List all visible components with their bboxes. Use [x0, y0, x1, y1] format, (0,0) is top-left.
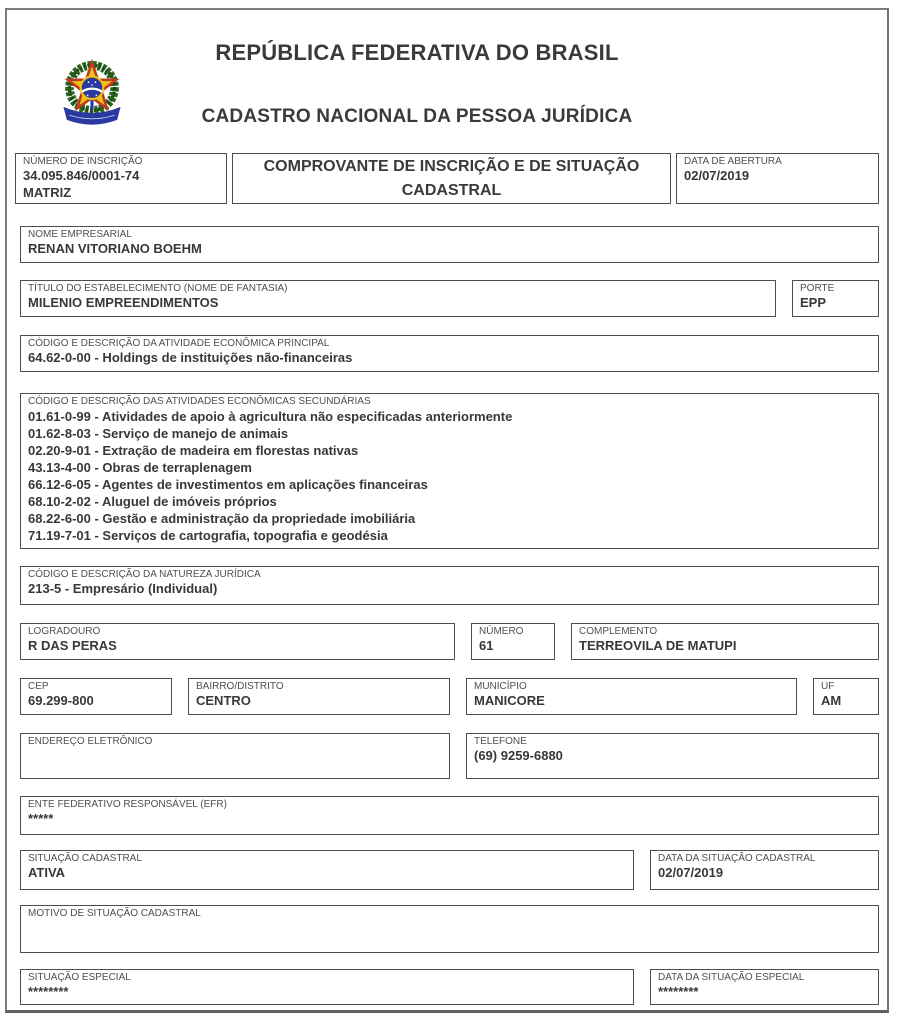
- document-title-box: COMPROVANTE DE INSCRIÇÃO E DE SITUAÇÃO CADASTRAL: [232, 153, 671, 204]
- situacao-especial-box: [20, 969, 634, 1005]
- titulo-estabelecimento-box: [20, 280, 776, 317]
- cep-box: [20, 678, 172, 715]
- republic-title: REPÚBLICA FEDERATIVA DO BRASIL: [215, 40, 619, 65]
- municipio-box: [466, 678, 797, 715]
- data-abertura-value: 02/07/2019: [684, 167, 750, 183]
- header-titles: [7, 10, 827, 128]
- secondary-activity-item: 68.22-6-00 - Gestão e administração da propriedade imobiliária: [28, 510, 416, 526]
- titulo-estabelecimento-value: MILENIO EMPREENDIMENTOS: [28, 294, 219, 310]
- secondary-activity-item: 68.10-2-02 - Aluguel de imóveis próprios: [28, 493, 277, 509]
- atividade-principal-box: [20, 335, 879, 372]
- atividade-principal-value: 64.62-0-00 - Holdings de instituições não-financeiras: [28, 349, 353, 365]
- telefone-value: (69) 9259-6880: [474, 747, 563, 763]
- efr-row: [20, 796, 879, 835]
- municipio-label: MUNICÍPIO: [474, 680, 527, 692]
- logradouro-box: [20, 623, 455, 660]
- bairro-distrito-box: [188, 678, 450, 715]
- data-abertura-box: [676, 153, 879, 204]
- natureza-juridica-box: [20, 566, 879, 605]
- data-situacao-especial-value: ********: [658, 983, 699, 999]
- logradouro-label: LOGRADOURO: [28, 625, 101, 637]
- endereco-row-1: [20, 623, 879, 660]
- nome-empresarial-value: RENAN VITORIANO BOEHM: [28, 240, 202, 256]
- titulo-estabelecimento-label: TÍTULO DO ESTABELECIMENTO (NOME DE FANTASIA): [28, 283, 288, 294]
- endereco-eletronico-label: ENDEREÇO ELETRÔNICO: [28, 735, 153, 747]
- numero-value: 61: [479, 637, 494, 653]
- situacao-cadastral-value: ATIVA: [28, 864, 66, 880]
- numero-inscricao-value: 34.095.846/0001-74: [23, 167, 140, 183]
- motivo-situacao-box: [20, 905, 879, 953]
- logradouro-value: R DAS PERAS: [28, 637, 117, 653]
- numero-inscricao-box: [15, 153, 227, 204]
- porte-value: EPP: [800, 294, 827, 310]
- certificate-header: [7, 10, 887, 153]
- motivo-situacao-label: MOTIVO DE SITUAÇÃO CADASTRAL: [28, 907, 201, 919]
- municipio-value: MANICORE: [474, 692, 545, 708]
- titulo-porte-row: [20, 280, 879, 317]
- atividades-secundarias-box: [20, 393, 879, 549]
- complemento-box: [571, 623, 879, 660]
- endereco-row-2: [20, 678, 879, 715]
- branch-type-value: MATRIZ: [23, 184, 72, 200]
- certificate-sheet: [5, 8, 889, 1013]
- atividades-secundarias-list: [28, 408, 870, 544]
- atividades-secundarias-label: CÓDIGO E DESCRIÇÃO DAS ATIVIDADES ECONÔMICAS SECUNDÁRIAS: [28, 396, 371, 407]
- motivo-row: [20, 905, 879, 953]
- secondary-activity-item: 71.19-7-01 - Serviços de cartografia, topografia e geodésia: [28, 527, 388, 543]
- situacao-especial-row: [20, 969, 879, 1005]
- efr-box: [20, 796, 879, 835]
- data-abertura-label: DATA DE ABERTURA: [684, 156, 782, 167]
- cep-label: CEP: [28, 680, 49, 692]
- uf-box: [813, 678, 879, 715]
- nome-empresarial-box: [20, 226, 879, 263]
- uf-label: UF: [821, 680, 835, 692]
- bairro-distrito-label: BAIRRO/DISTRITO: [196, 680, 284, 692]
- numero-label: NÚMERO: [479, 625, 524, 637]
- atividade-principal-label: CÓDIGO E DESCRIÇÃO DA ATIVIDADE ECONÔMICA PRINCIPAL: [28, 338, 330, 349]
- efr-value: *****: [28, 810, 54, 826]
- complemento-label: COMPLEMENTO: [579, 625, 658, 637]
- data-situacao-especial-box: [650, 969, 879, 1005]
- contato-row: [20, 733, 879, 779]
- uf-value: AM: [821, 692, 842, 708]
- telefone-label: TELEFONE: [474, 735, 527, 747]
- natureza-juridica-label: CÓDIGO E DESCRIÇÃO DA NATUREZA JURÍDICA: [28, 568, 261, 580]
- situacao-especial-value: ********: [28, 983, 69, 999]
- data-situacao-especial-label: DATA DA SITUAÇÃO ESPECIAL: [658, 971, 805, 983]
- data-situacao-cadastral-box: [650, 850, 879, 890]
- telefone-box: [466, 733, 879, 779]
- complemento-value: TERREOVILA DE MATUPI: [579, 637, 737, 653]
- situacao-cadastral-row: [20, 850, 879, 890]
- secondary-activity-item: 01.61-0-99 - Atividades de apoio à agricultura não especificadas anteriormente: [28, 408, 513, 424]
- secondary-activity-item: 43.13-4-00 - Obras de terraplenagem: [28, 459, 252, 475]
- porte-label: PORTE: [800, 283, 835, 294]
- secondary-activity-item: 66.12-6-05 - Agentes de investimentos em aplicações financeiras: [28, 476, 428, 492]
- nome-empresarial-row: [20, 226, 879, 263]
- cnpj-register-title: CADASTRO NACIONAL DA PESSOA JURÍDICA: [201, 106, 633, 127]
- nome-empresarial-label: NOME EMPRESARIAL: [28, 229, 132, 240]
- secondary-activity-item: 01.62-8-03 - Serviço de manejo de animais: [28, 425, 289, 441]
- atividade-principal-row: [20, 335, 879, 372]
- efr-label: ENTE FEDERATIVO RESPONSÁVEL (EFR): [28, 798, 227, 810]
- cep-value: 69.299-800: [28, 692, 94, 708]
- endereco-eletronico-box: [20, 733, 450, 779]
- situacao-cadastral-label: SITUAÇÃO CADASTRAL: [28, 852, 142, 864]
- situacao-cadastral-box: [20, 850, 634, 890]
- bairro-distrito-value: CENTRO: [196, 692, 251, 708]
- numero-box: [471, 623, 555, 660]
- data-situacao-cadastral-value: 02/07/2019: [658, 864, 724, 880]
- natureza-juridica-value: 213-5 - Empresário (Individual): [28, 580, 218, 596]
- situacao-especial-label: SITUAÇÃO ESPECIAL: [28, 971, 131, 983]
- atividades-secundarias-row: [20, 393, 879, 549]
- secondary-activity-item: 02.20-9-01 - Extração de madeira em florestas nativas: [28, 442, 359, 458]
- registration-row: [15, 153, 879, 204]
- numero-inscricao-label: NÚMERO DE INSCRIÇÃO: [23, 156, 143, 167]
- natureza-juridica-row: [20, 566, 879, 605]
- porte-box: [792, 280, 879, 317]
- data-situacao-cadastral-label: DATA DA SITUAÇÃO CADASTRAL: [658, 852, 816, 864]
